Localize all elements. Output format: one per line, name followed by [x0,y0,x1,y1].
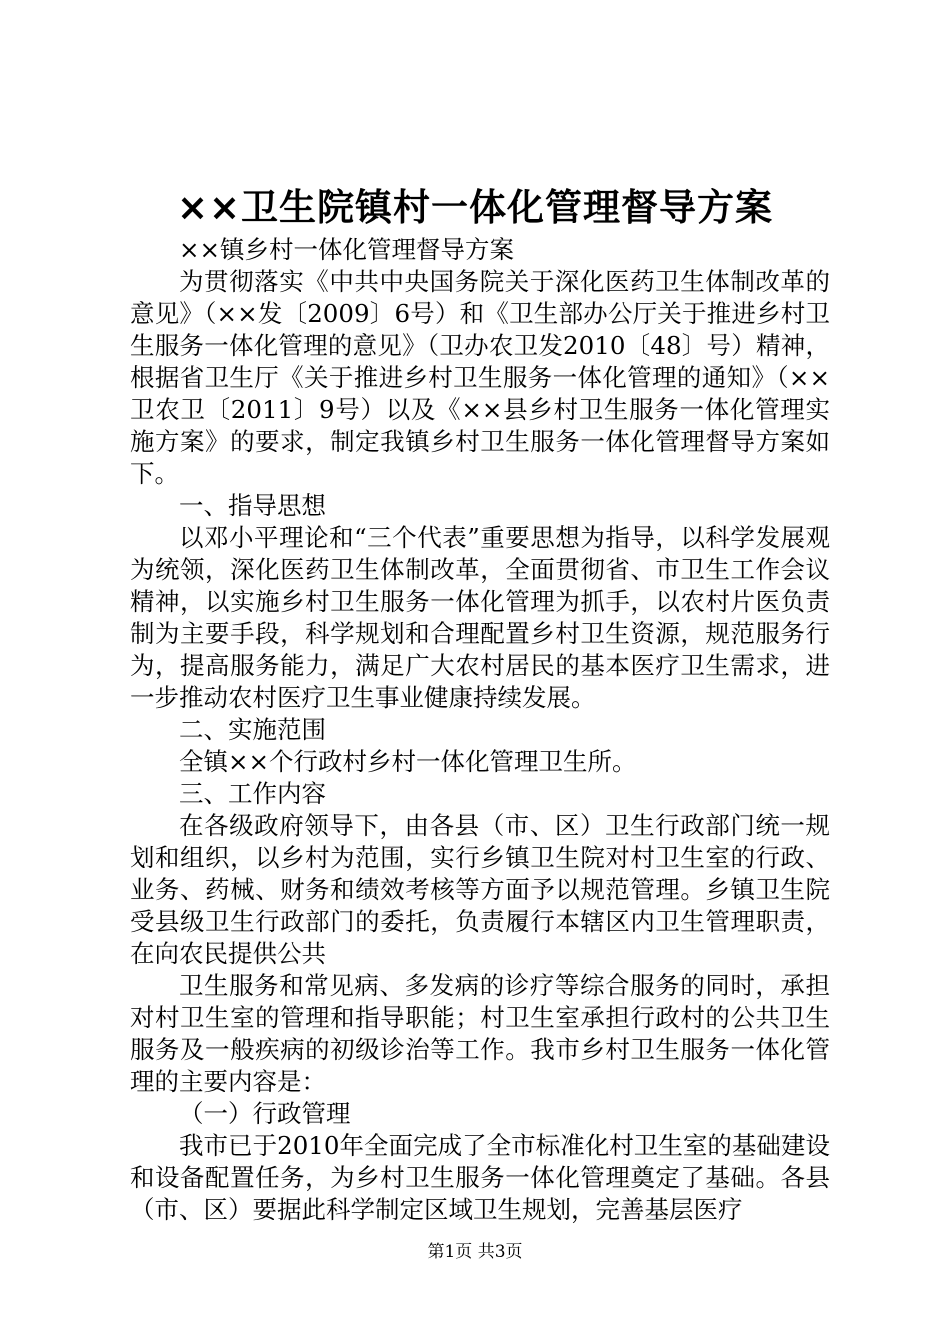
paragraph-work-content-1: 在各级政府领导下，由各县（市、区）卫生行政部门统一规划和组织，以乡村为范围，实行乡镇卫生院对村卫生室的行政、业务、药械、财务和绩效考核等方面予以规范管理。乡镇卫生院受县级卫生行政部门的委托，负责履行本辖区内卫生管理职责，在向农民提供公共 [130,811,830,968]
document-body [130,234,830,1226]
paragraph-guiding-ideology: 以邓小平理论和“三个代表”重要思想为指导，以科学发展观为统领，深化医药卫生体制改革，全面贯彻省、市卫生工作会议精神，以实施乡村卫生服务一体化管理为抓手，以农村片医负责制为主要手段，科学规划和合理配置乡村卫生资源，规范服务行为，提高服务能力，满足广大农村居民的基本医疗卫生需求，进一步推动农村医疗卫生事业健康持续发展。 [130,523,830,712]
subsection-heading-administration: （一）行政管理 [179,1099,351,1128]
section-heading-guiding-ideology: 一、指导思想 [179,491,326,520]
paragraph-scope: 全镇××个行政村乡村一体化管理卫生所。 [179,747,637,776]
paragraph-administration: 我市已于2010年全面完成了全市标准化村卫生室的基础建设和设备配置任务，为乡村卫生服务一体化管理奠定了基础。各县（市、区）要据此科学制定区域卫生规划，完善基层医疗 [130,1131,830,1224]
paragraph-subtitle: ××镇乡村一体化管理督导方案 [179,235,515,264]
paragraph-intro: 为贯彻落实《中共中央国务院关于深化医药卫生体制改革的意见》（××发〔2009〕6号）和《卫生部办公厅关于推进乡村卫生服务一体化管理的意见》（卫办农卫发2010〔48〕号）精神，根据省卫生厅《关于推进乡村卫生服务一体化管理的通知》（××卫农卫〔2011〕9号）以及《××县乡村卫生服务一体化管理实施方案》的要求，制定我镇乡村卫生服务一体化管理督导方案如下。 [130,267,830,488]
section-heading-scope: 二、实施范围 [179,715,326,744]
paragraph-work-content-2: 卫生服务和常见病、多发病的诊疗等综合服务的同时，承担对村卫生室的管理和指导职能；村卫生室承担行政村的公共卫生服务及一般疾病的初级诊治等工作。我市乡村卫生服务一体化管理的主要内容是： [130,971,830,1096]
page-number-footer: 第1页 共3页 [427,1242,523,1262]
document-title: ××卫生院镇村一体化管理督导方案 [176,186,773,229]
section-heading-work-content: 三、工作内容 [179,779,326,808]
